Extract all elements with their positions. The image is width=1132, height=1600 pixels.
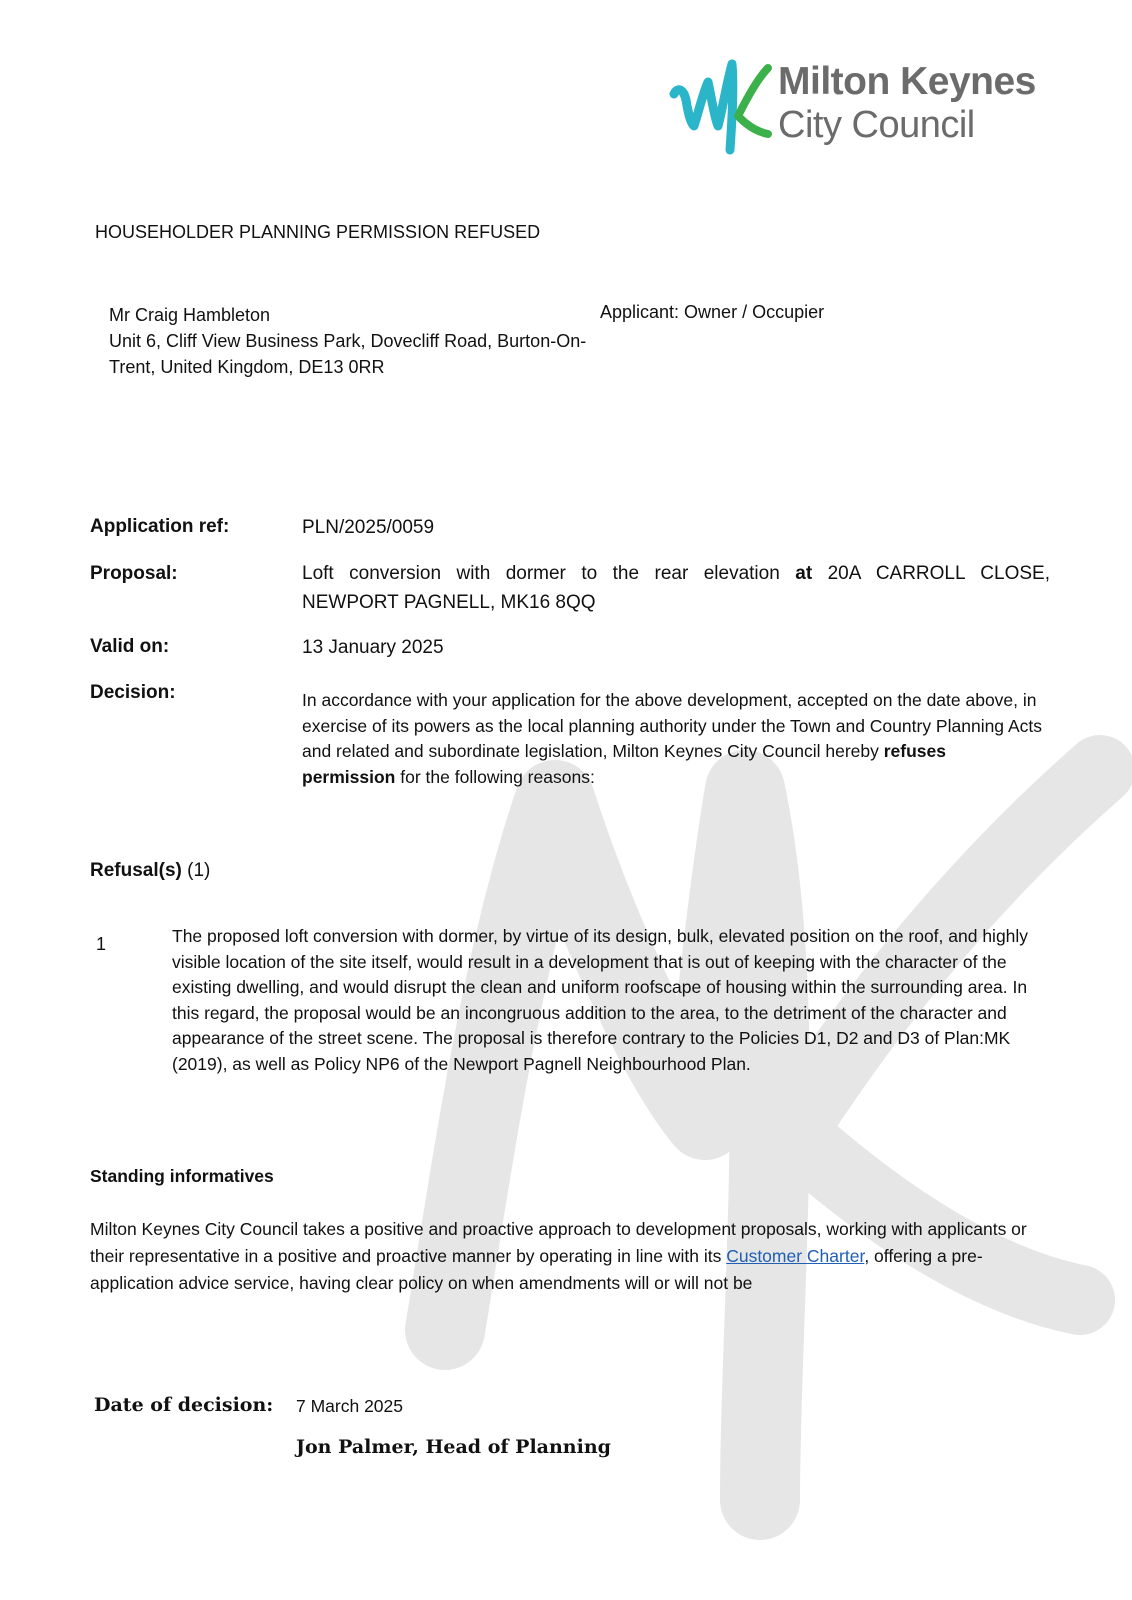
application-ref-value: PLN/2025/0059 [302,517,435,538]
proposal-text: Loft conversion with dormer to the rear elevation [302,563,780,584]
decision-text-bold: refuses permission [302,741,947,787]
informatives-text-part1: Milton Keynes City Council takes a positive and proactive approach to development proposals, working with applicants or their representative in a positive and proactive manner by operating in line with its [90,1219,1027,1266]
proposal-line2: NEWPORT PAGNELL, MK16 8QQ [302,592,596,613]
refusals-heading [90,860,210,882]
valid-on-value: 13 January 2025 [302,637,444,658]
customer-charter-link[interactable]: Customer Charter [726,1246,865,1266]
council-name-line1: Milton Keynes [778,60,1036,103]
refusals-heading-text: Refusal(s) [90,860,182,881]
council-name-line2: City Council [778,104,975,146]
mk-logo-icon [668,56,772,156]
decision-text-part2: for the following reasons: [400,766,595,787]
informatives-text-part2: , offering a pre-application advice service, having clear policy on when amendments will or will not be [90,1246,983,1293]
addressee-name: Mr Craig Hambleton [109,305,271,325]
proposal-line1 [302,559,1050,588]
decision-label: Decision: [90,682,176,703]
refusal-reason: The proposed loft conversion with dormer, by virtue of its design, bulk, elevated position on the roof, and highly visible location of the site itself, would result in a development that is out of keeping with the character of the existing dwelling, and would disrupt the clean and uniform roofscape of housing within the surrounding area. In this regard, the proposal would be an incongruous addition to the area, to the detriment of the character and appearance of the street scene. The proposal is therefore contrary to the Policies D1, D2 and D3 of Plan:MK (2019), as well as Policy NP6 of the Newport Pagnell Neighbourhood Plan. [172,926,1029,1074]
application-ref-label: Application ref: [90,516,230,537]
council-logo [668,56,1068,156]
valid-on-label: Valid on: [90,636,170,657]
addressee-address: Unit 6, Cliff View Business Park, Dovecliff Road, Burton-On-Trent, United Kingdom, DE13 0RR [109,331,587,377]
proposal-label: Proposal: [90,563,178,584]
addressee-block [109,302,589,380]
proposal-address-part: 20A CARROLL CLOSE, [827,563,1050,584]
informatives-text [90,1216,1050,1297]
date-of-decision-label: Date of decision: [94,1394,274,1416]
informatives-heading: Standing informatives [90,1166,274,1186]
document-title: HOUSEHOLDER PLANNING PERMISSION REFUSED [95,222,541,242]
date-of-decision-value: 7 March 2025 [296,1396,404,1416]
signatory: Jon Palmer, Head of Planning [296,1436,611,1458]
refusals-count: (1) [187,860,211,881]
decision-text [302,688,1042,790]
applicant-type: Applicant: Owner / Occupier [600,302,825,322]
decision-text-part1: In accordance with your application for the above development, accepted on the date above, in exercise of its powers as the local planning authority under the Town and Country Planning Acts and related and subordinate legislation, Milton Keynes City Council hereby [302,690,1042,761]
refusal-number: 1 [96,934,107,954]
proposal-at: at [795,563,813,584]
